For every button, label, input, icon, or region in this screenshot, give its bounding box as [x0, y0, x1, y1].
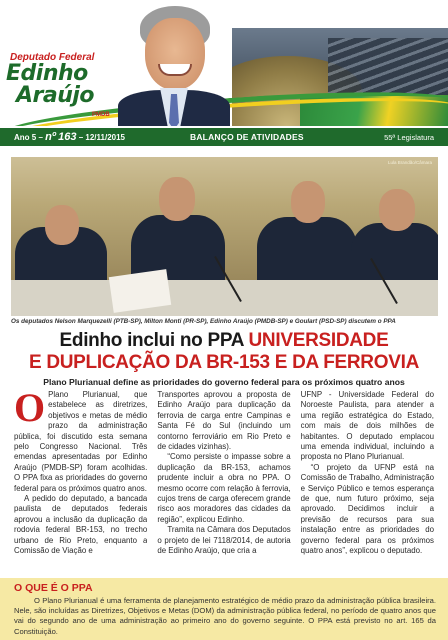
article-body — [14, 390, 434, 576]
meeting-table — [11, 280, 438, 316]
paragraph: Tramita na Câmara dos Deputados o projeto de lei 7118/2014, de autoria de Edinho Araújo, que cria a — [157, 525, 291, 556]
deputado-label: Deputado Federal — [10, 52, 95, 63]
article-column-2 — [157, 390, 290, 576]
headline-subtitle: Plano Plurianual define as prioridades do governo federal para os próximos quatro anos — [43, 377, 405, 387]
issue-bar — [0, 128, 448, 146]
section-title: BALANÇO DE ATIVIDADES — [190, 132, 304, 142]
paragraph: Transportes aprovou a proposta de Edinho Araújo para duplicação da ferrovia de carga entre Campinas e Santa Fé do Sul (incluindo um contorno ferroviário em Rio Preto e de cidades vizinhas). — [157, 390, 291, 452]
legislature-label: 55ª Legislatura — [384, 132, 434, 142]
drop-cap: O — [14, 390, 46, 430]
issue-date: – 12/11/2015 — [78, 133, 125, 142]
headline-line-1 — [0, 330, 448, 352]
photo-caption: Os deputados Nelson Marquezelli (PTB-SP), Milton Monti (PR-SP), Edinho Araújo (PMDB-SP) e Goulart (PSD-SP) discutem o PPA — [11, 318, 396, 325]
paragraph: “O projeto da UFNP está na Comissão de Trabalho, Administração e Serviço Público e temos esperança de que, num futuro próximo, seja aprovado. Decidimos incluir a previsão de recursos para sua instalação entre as prioridades do governo federal para os próximos quatro anos”, explicou o deputado. — [300, 462, 434, 556]
brand-name-first: Edinho — [6, 61, 88, 86]
issue-info — [14, 131, 125, 143]
ppa-box-title: O QUE É O PPA — [14, 582, 93, 594]
brand-name-last: Araújo — [16, 83, 95, 108]
issue-number: 163 — [58, 131, 77, 143]
headline-plain: Edinho inclui no PPA — [59, 330, 249, 351]
brand-logo — [6, 52, 126, 118]
ppa-box-text: O Plano Plurianual é uma ferramenta de planejamento estratégico de médio prazo da administração pública brasileira. Nele, são incluídas as Diretrizes, Objetivos e Metas (DOM) da administração pública federal, no período de quatro anos que vai do segundo ano de uma administração ao primeiro ano do governo seguinte. O PPA está previsto no art. 165 da Constituição. — [14, 596, 436, 636]
issue-prefix: nº — [45, 131, 56, 143]
party-logo: PMDB — [92, 112, 110, 118]
year-label: Ano 5 – — [14, 133, 43, 142]
photo-credit: Lula Brandão/Câmara — [387, 160, 432, 165]
paragraph: “Como persiste o impasse sobre a duplicação da BR-153, achamos prudente incluir a obra no PPA. O mesmo ocorre com relação à ferrovia, cujos trens de carga oferecem grande risco aos moradores das cidades da região”, explicou Edinho. — [157, 452, 291, 524]
paragraph: Plano Plurianual, que estabelece as diretrizes, objetivos e metas de médio prazo da administração pública, foi discutido esta semana pelo Congresso Nacional. Três emendas apresentadas por Edinho Araújo (PMDB-SP) foram acolhidas. O PPA fixa as prioridades do governo federal para os próximos quatro anos. — [14, 390, 148, 493]
deputy-portrait — [118, 4, 230, 126]
masthead — [0, 0, 448, 126]
meeting-photo — [11, 157, 438, 316]
headline-line-2: E DUPLICAÇÃO DA BR-153 E DA FERROVIA — [28, 352, 419, 373]
paragraph: A pedido do deputado, a bancada paulista de deputados federais aprovou a inclusão da duplicação da rodovia federal BR-153, no trecho urbano de Rio Preto, enquanto a Comissão de Viação e — [14, 494, 148, 556]
article-column-3 — [301, 390, 434, 576]
headline-accent: UNIVERSIDADE — [248, 330, 389, 351]
article-column-1 — [14, 390, 147, 576]
paragraph: UFNP - Universidade Federal do Noroeste Paulista, para atender a uma região estratégica do Estado, com mais de dois milhões de habitantes. O deputado emplacou uma emenda individual, incluindo a proposta no Plano Plurianual. — [300, 390, 434, 462]
